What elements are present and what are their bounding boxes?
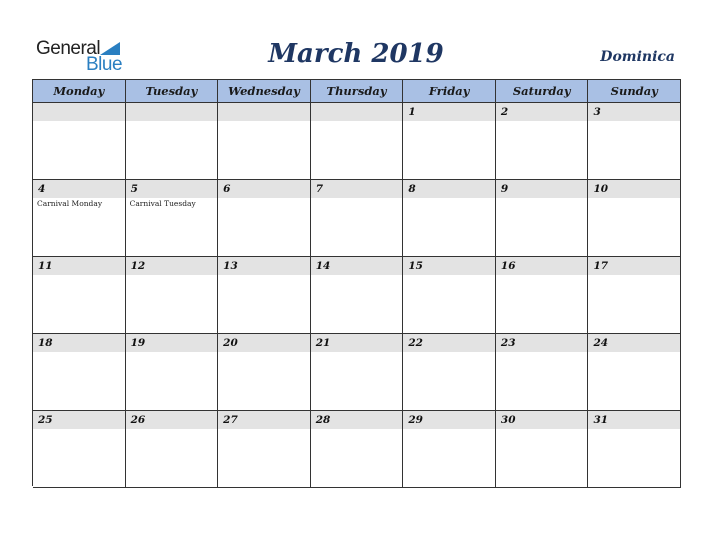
day-number: 21 xyxy=(311,334,403,352)
day-cell xyxy=(218,180,311,257)
week-row xyxy=(33,257,681,334)
weekday-header: Sunday xyxy=(588,80,681,103)
day-cell xyxy=(126,334,219,411)
day-number: 17 xyxy=(588,257,680,275)
week-row xyxy=(33,180,681,257)
day-number: 16 xyxy=(496,257,588,275)
holiday-label: Carnival Tuesday xyxy=(129,199,196,208)
day-number: 22 xyxy=(403,334,495,352)
holiday-label: Carnival Monday xyxy=(37,199,103,208)
weekday-header: Thursday xyxy=(311,80,404,103)
weekday-header: Tuesday xyxy=(126,80,219,103)
day-cell xyxy=(403,257,496,334)
day-cell xyxy=(496,257,589,334)
day-number: 20 xyxy=(218,334,310,352)
weekday-header: Wednesday xyxy=(218,80,311,103)
day-number: 18 xyxy=(33,334,125,352)
day-number: 29 xyxy=(403,411,495,429)
day-number: 19 xyxy=(126,334,218,352)
weekday-header: Friday xyxy=(403,80,496,103)
day-number: 5 xyxy=(126,180,218,198)
day-number: 4 xyxy=(33,180,125,198)
day-cell xyxy=(588,411,681,488)
day-number: 2 xyxy=(496,103,588,121)
day-number xyxy=(33,103,125,121)
calendar-title: March 2019 xyxy=(268,39,444,69)
week-row xyxy=(33,103,681,180)
weekday-header: Monday xyxy=(33,80,126,103)
weekday-header-row xyxy=(33,80,681,103)
day-cell xyxy=(126,257,219,334)
logo-blue-text: Blue xyxy=(86,54,123,75)
day-cell xyxy=(218,334,311,411)
country-label: Dominica xyxy=(600,49,675,65)
day-number xyxy=(311,103,403,121)
day-cell xyxy=(126,180,219,257)
calendar-grid xyxy=(32,79,681,486)
day-cell xyxy=(403,180,496,257)
day-cell xyxy=(218,257,311,334)
day-cell xyxy=(33,180,126,257)
day-number: 14 xyxy=(311,257,403,275)
day-number: 30 xyxy=(496,411,588,429)
day-number: 26 xyxy=(126,411,218,429)
day-cell xyxy=(33,103,126,180)
week-row xyxy=(33,334,681,411)
day-number: 9 xyxy=(496,180,588,198)
day-cell xyxy=(126,411,219,488)
day-cell xyxy=(588,103,681,180)
day-number: 11 xyxy=(33,257,125,275)
day-cell xyxy=(311,103,404,180)
day-cell xyxy=(496,334,589,411)
day-cell xyxy=(33,334,126,411)
day-cell xyxy=(311,257,404,334)
day-number: 3 xyxy=(588,103,680,121)
day-cell xyxy=(311,334,404,411)
day-number: 27 xyxy=(218,411,310,429)
day-number: 12 xyxy=(126,257,218,275)
day-number: 15 xyxy=(403,257,495,275)
day-cell xyxy=(588,257,681,334)
weekday-header: Saturday xyxy=(496,80,589,103)
day-number: 25 xyxy=(33,411,125,429)
day-cell xyxy=(403,103,496,180)
day-number: 31 xyxy=(588,411,680,429)
day-number xyxy=(218,103,310,121)
day-number: 13 xyxy=(218,257,310,275)
day-cell xyxy=(588,334,681,411)
day-cell xyxy=(218,103,311,180)
day-number: 23 xyxy=(496,334,588,352)
day-number: 24 xyxy=(588,334,680,352)
day-cell xyxy=(33,411,126,488)
day-cell xyxy=(218,411,311,488)
day-cell xyxy=(311,180,404,257)
day-cell xyxy=(403,411,496,488)
logo-general-text: General xyxy=(36,38,101,59)
day-number: 28 xyxy=(311,411,403,429)
day-number: 8 xyxy=(403,180,495,198)
day-cell xyxy=(588,180,681,257)
day-number: 7 xyxy=(311,180,403,198)
day-number: 10 xyxy=(588,180,680,198)
day-cell xyxy=(311,411,404,488)
week-row xyxy=(33,411,681,488)
day-cell xyxy=(403,334,496,411)
day-cell xyxy=(496,180,589,257)
day-number: 1 xyxy=(403,103,495,121)
day-number: 6 xyxy=(218,180,310,198)
day-cell xyxy=(496,103,589,180)
day-number xyxy=(126,103,218,121)
day-cell xyxy=(496,411,589,488)
day-cell xyxy=(33,257,126,334)
day-cell xyxy=(126,103,219,180)
